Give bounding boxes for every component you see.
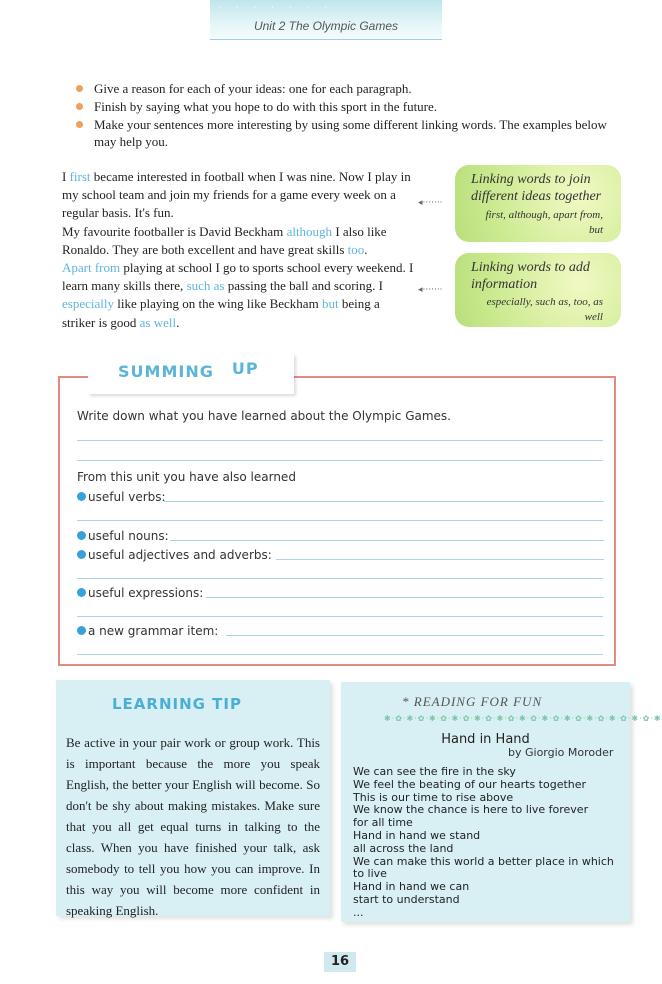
blue-dot-icon: [77, 492, 86, 501]
learning-tip-text: Be active in your pair work or group work. This is important because the more you speak English, the better your English will become. So don't be shy about making mistakes. Make sure that you all get equal turns in talking to the class. When you have finished your talk, ask somebody to tell you how you can improve. In this way you will become more confident in speaking English.: [66, 735, 320, 918]
answer-line[interactable]: [276, 559, 604, 560]
lyric-line: We know the chance is here to live forever: [353, 803, 589, 817]
lyric-line: We can see the fire in the sky: [353, 765, 516, 778]
lyric-line: This is our time to rise above: [353, 790, 514, 804]
note-title: Linking words to add information: [471, 260, 590, 292]
song-title: Hand in Hand: [441, 732, 530, 747]
answer-line[interactable]: [170, 540, 604, 541]
lyric-line: Hand in hand we can: [353, 880, 470, 894]
note-examples: especially, such as, too, as well: [486, 296, 603, 323]
item-useful-verbs: useful verbs:: [77, 490, 166, 504]
song-author: by Giorgio Moroder: [508, 746, 614, 759]
answer-line[interactable]: [77, 616, 603, 617]
item-useful-nouns: useful nouns:: [77, 529, 169, 543]
item-useful-expressions: useful expressions:: [77, 586, 203, 600]
song-lyrics: [353, 766, 621, 920]
list-item: Make your sentences more interesting by using some different linking words. The examples below may help you.: [76, 116, 624, 150]
arrow-left-icon: ◂·······: [418, 285, 443, 295]
linking-word: but: [321, 296, 339, 312]
blue-dot-icon: [77, 626, 86, 635]
blue-dot-icon: [77, 531, 86, 540]
item-grammar: a new grammar item:: [77, 624, 218, 638]
arrow-left-icon: ◂·······: [418, 198, 443, 208]
linking-word: too: [347, 241, 365, 257]
reading-for-fun-title: * READING FOR FUN: [402, 694, 543, 709]
unit-title: Unit 2 The Olympic Games: [253, 19, 399, 33]
list-item: Finish by saying what you hope to do with this sport in the future.: [76, 98, 624, 115]
note-examples: first, although, apart from, but: [485, 209, 603, 236]
answer-line[interactable]: [77, 654, 603, 655]
learning-tip-title: LEARNING TIP: [112, 695, 242, 713]
linking-word: first: [69, 169, 91, 184]
answer-line[interactable]: [206, 597, 604, 598]
blue-dot-icon: [77, 550, 86, 559]
answer-line[interactable]: [77, 440, 603, 441]
answer-line[interactable]: [77, 520, 603, 521]
decorative-dots: · · · · · · ·: [218, 3, 334, 13]
lyric-line: ...: [353, 905, 364, 919]
linking-word: Apart from: [62, 260, 121, 276]
lyric-line: Hand in hand we stand: [353, 828, 481, 842]
summing-also: From this unit you have also learned: [77, 470, 296, 484]
answer-line[interactable]: [164, 501, 604, 502]
answer-line[interactable]: [77, 578, 603, 579]
decorative-border: ✱·✿·✱·✿·✱·✿·✱·✿·✱·✿·✱·✿·✱·✿·✱·✿·✱·✿·✱·✿·✱·✿·✱·✿·✱: [384, 714, 662, 723]
example-paragraph: I first became interested in football when I was nine. Now I play in my school team and join my friends for a game every week on a regular basis. It's fun. My favourite footballer is David Beckham although I also like Ronaldo. They are both excellent and have great skills too. Apart from playing at school I go to sports school every weekend. I learn many skills there, such as passing the ball and scoring. I especially like playing on the wing like Beckham but being a striker is good as well.: [62, 169, 414, 330]
writing-tips-list: [76, 80, 624, 151]
bullet-icon: [76, 121, 83, 128]
linking-word: especially: [62, 296, 114, 312]
lyric-line: all across the land: [353, 841, 454, 855]
bullet-icon: [76, 85, 83, 92]
linking-note-join: [455, 165, 621, 242]
lyric-line: start to understand: [353, 892, 460, 906]
bullet-icon: [76, 103, 83, 110]
lyric-line: for all time: [353, 816, 413, 830]
answer-line[interactable]: [77, 460, 603, 461]
linking-word: although: [286, 223, 333, 239]
summing-prompt: Write down what you have learned about the Olympic Games.: [77, 409, 451, 423]
page-number: 16: [324, 952, 356, 972]
summing-up-title: SUMMING UP: [118, 359, 259, 381]
linking-word: as well: [139, 314, 177, 330]
lyric-line: to live: [353, 867, 387, 881]
lyric-line: We feel the beating of our hearts together: [353, 777, 587, 791]
header-band: [210, 0, 442, 40]
note-title: Linking words to join different ideas together: [471, 172, 602, 204]
item-adjectives-adverbs: useful adjectives and adverbs:: [77, 548, 272, 562]
linking-word: such as: [186, 278, 225, 294]
lyric-line: We can make this world a better place in which: [353, 854, 614, 868]
blue-dot-icon: [77, 588, 86, 597]
linking-note-add: [455, 253, 621, 327]
answer-line[interactable]: [226, 635, 604, 636]
list-item: Give a reason for each of your ideas: one for each paragraph.: [76, 80, 624, 97]
